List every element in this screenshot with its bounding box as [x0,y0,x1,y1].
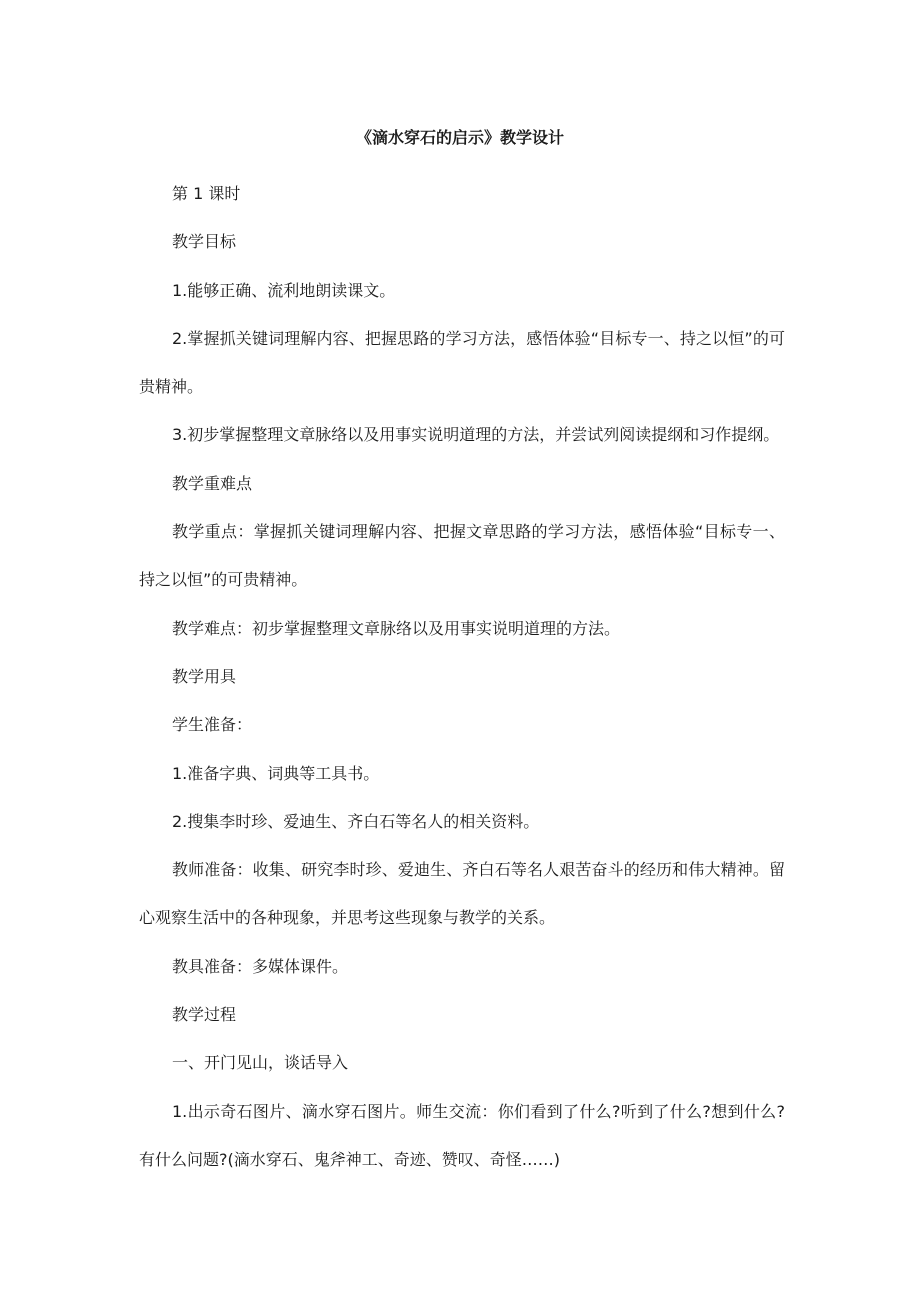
paragraph-lesson-number: 第 1 课时 [172,184,241,203]
paragraph-student-prep-2: 2.搜集李时珍、爱迪生、齐白石等名人的相关资料。 [172,811,540,831]
paragraph-student-prep-1: 1.准备字典、词典等工具书。 [172,763,380,783]
paragraph-key-point: 教学重点：掌握抓关键词理解内容、把握文章思路的学习方法，感悟体验“目标专一、持之以恒”的可贵精神。 [139,522,785,590]
paragraph-student-prep: 学生准备： [172,715,253,735]
document-title: 《滴水穿石的启示》教学设计 [355,128,564,147]
paragraph-heading-materials: 教学用具 [172,666,237,686]
paragraph-heading-process: 教学过程 [172,1005,237,1025]
paragraph-objective-1: 1.能够正确、流利地朗读课文。 [172,280,396,300]
paragraph-heading-key-points: 教学重难点 [172,473,253,493]
paragraph-objective-2: 2.掌握抓关键词理解内容、把握思路的学习方法，感悟体验“目标专一、持之以恒”的可贵精神。 [139,328,785,397]
document-body [139,170,785,1184]
paragraph-difficult-point: 教学难点：初步掌握整理文章脉络以及用事实说明道理的方法。 [172,618,621,638]
paragraph-heading-objectives: 教学目标 [172,232,237,252]
paragraph-step-1: 1.出示奇石图片、滴水穿石图片。师生交流：你们看到了什么?听到了什么?想到什么?有什么问题?(滴水穿石、鬼斧神工、奇迹、赞叹、奇怪……) [139,1101,785,1169]
paragraph-teaching-aids: 教具准备：多媒体课件。 [172,956,349,976]
paragraph-objective-3: 3.初步掌握整理文章脉络以及用事实说明道理的方法，并尝试列阅读提纲和习作提纲。 [172,425,780,445]
paragraph-section-1: 一、开门见山，谈话导入 [172,1053,349,1073]
paragraph-teacher-prep: 教师准备：收集、研究李时珍、爱迪生、齐白石等名人艰苦奋斗的经历和伟大精神。留心观察生活中的各种现象，并思考这些现象与教学的关系。 [139,860,785,928]
